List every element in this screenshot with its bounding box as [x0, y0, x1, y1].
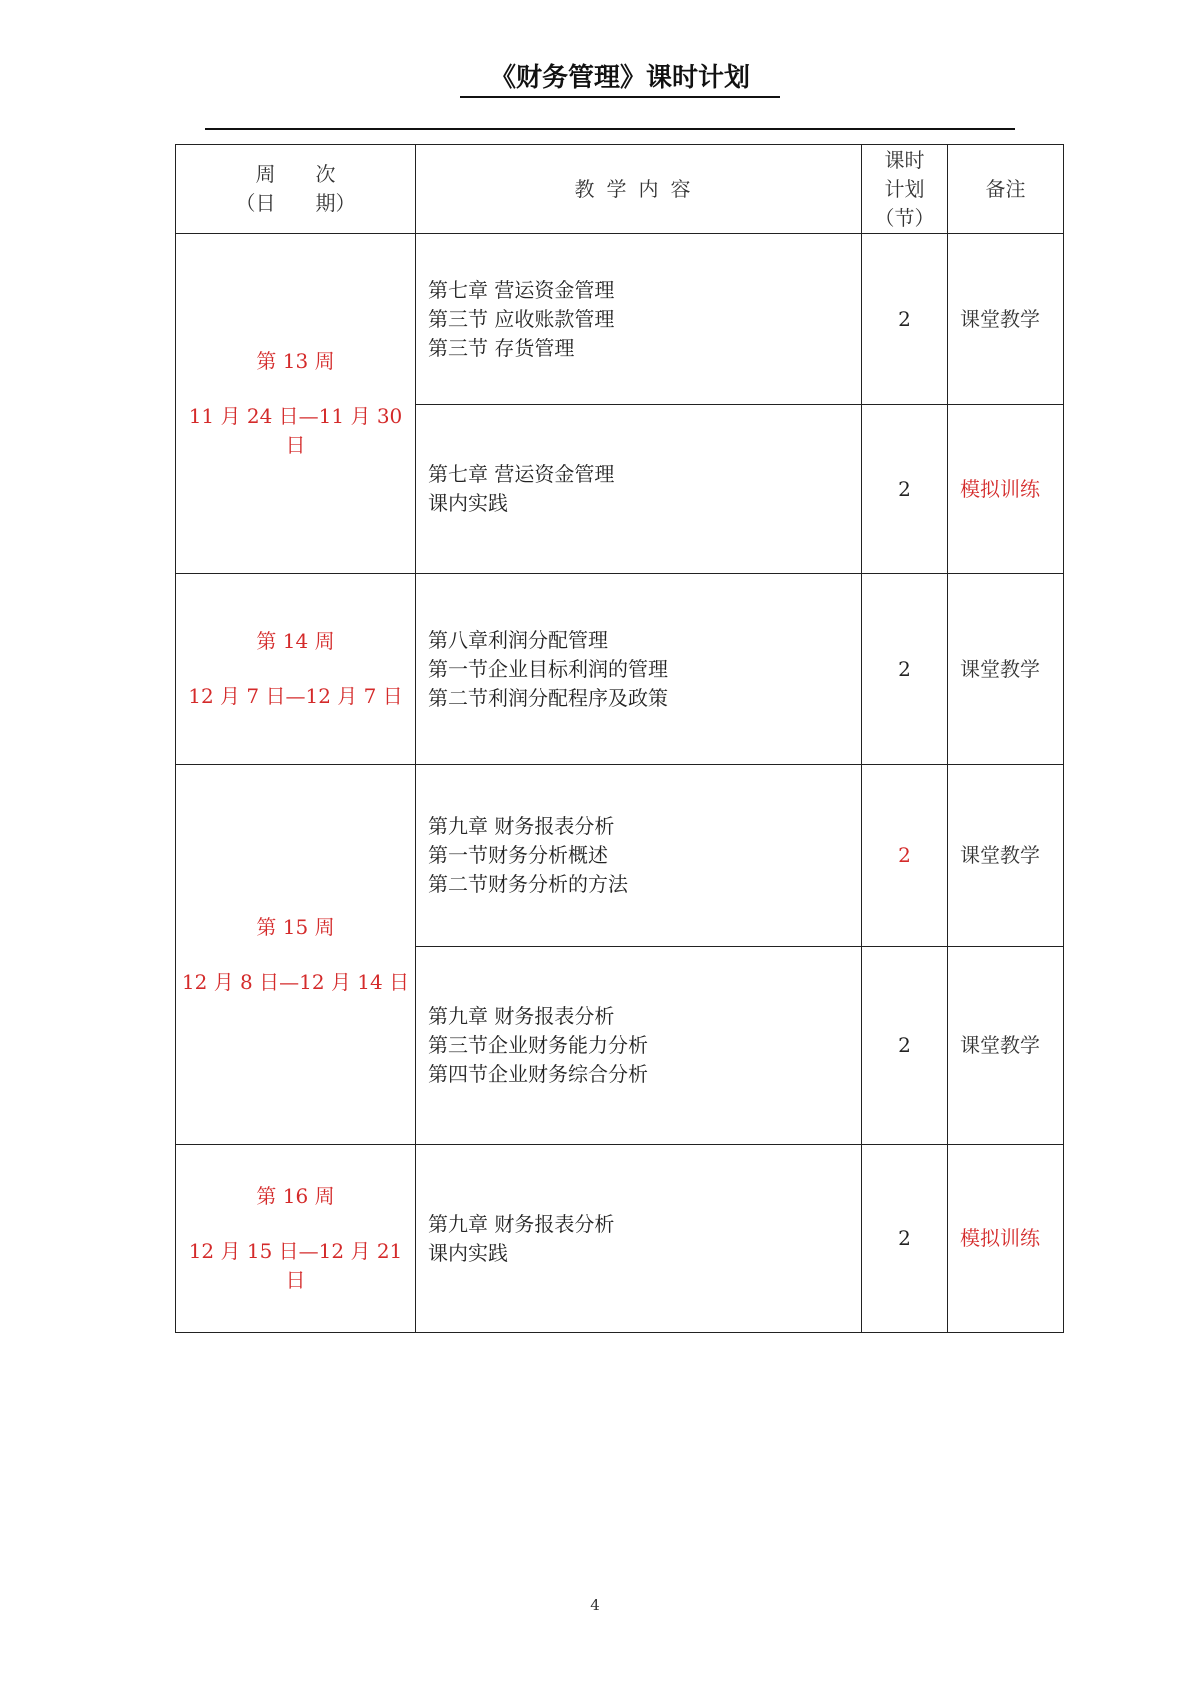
table-row: [176, 765, 1064, 947]
header-hours-line3: （节）: [874, 205, 935, 230]
content-line: 课内实践: [428, 491, 508, 515]
week-date-range: 12 月 15 日—12 月 21 日: [188, 1239, 403, 1292]
content-cell: [416, 947, 862, 1145]
week-cell: [176, 234, 416, 574]
week-date-range: 12 月 7 日—12 月 7 日: [188, 684, 403, 708]
content-line: 第八章利润分配管理: [428, 627, 608, 652]
page-number: 4: [590, 1596, 600, 1614]
hours-cell: 2: [862, 405, 948, 574]
hours-cell: 2: [862, 947, 948, 1145]
week-number: 第 13 周: [256, 349, 335, 373]
table-row: [176, 1145, 1064, 1333]
week-cell: [176, 765, 416, 1145]
content-line: 第二节利润分配程序及政策: [428, 685, 668, 710]
content-line: 第四节企业财务综合分析: [428, 1062, 648, 1086]
header-date-label: （日 期）: [235, 191, 356, 215]
table-row: [176, 234, 1064, 405]
header-week-label: 周 次: [255, 162, 336, 186]
content-cell: [416, 765, 862, 947]
content-line: 第九章 财务报表分析: [428, 1211, 615, 1236]
notes-cell: 模拟训练: [948, 1145, 1064, 1333]
week-number: 第 14 周: [256, 629, 335, 653]
hours-cell: 2: [862, 1145, 948, 1333]
content-line: 第三节 应收账款管理: [428, 306, 615, 331]
header-notes: 备注: [948, 145, 1064, 234]
header-week-date: [176, 145, 416, 234]
hours-cell: 2: [862, 574, 948, 765]
notes-cell: 课堂教学: [948, 234, 1064, 405]
header-content: 教学内容: [416, 145, 862, 234]
header-hours-line1: 课时: [884, 147, 925, 172]
content-line: 第七章 营运资金管理: [428, 462, 615, 486]
content-cell: [416, 574, 862, 765]
content-cell: [416, 234, 862, 405]
content-line: 第一节财务分析概述: [428, 843, 608, 867]
hours-cell: 2: [862, 234, 948, 405]
week-date-range: 12 月 8 日—12 月 14 日: [181, 969, 410, 994]
week-number: 第 15 周: [256, 914, 335, 939]
content-line: 第一节企业目标利润的管理: [428, 656, 668, 681]
hours-cell: 2: [862, 765, 948, 947]
content-line: 第二节财务分析的方法: [428, 872, 628, 896]
header-hours-line2: 计划: [884, 176, 925, 201]
content-line: 第七章 营运资金管理: [428, 277, 615, 302]
week-number: 第 16 周: [256, 1184, 335, 1208]
schedule-table: [175, 144, 1064, 1333]
content-line: 第九章 财务报表分析: [428, 814, 615, 838]
week-date-range: 11 月 24 日—11 月 30 日: [188, 404, 403, 457]
document-title: 《财务管理》课时计划: [489, 63, 750, 93]
content-line: 第三节企业财务能力分析: [428, 1033, 648, 1057]
notes-cell: 课堂教学: [948, 574, 1064, 765]
title-underline: [460, 96, 780, 98]
table-header-row: [176, 145, 1064, 234]
table-row: [176, 574, 1064, 765]
content-line: 课内实践: [428, 1240, 508, 1265]
notes-cell: 课堂教学: [948, 947, 1064, 1145]
content-cell: [416, 1145, 862, 1333]
week-cell: [176, 574, 416, 765]
header-hours: [862, 145, 948, 234]
content-line: 第三节 存货管理: [428, 335, 575, 360]
notes-cell: 课堂教学: [948, 765, 1064, 947]
week-cell: [176, 1145, 416, 1333]
header-rule: [205, 128, 1015, 130]
content-cell: [416, 405, 862, 574]
notes-cell: 模拟训练: [948, 405, 1064, 574]
content-line: 第九章 财务报表分析: [428, 1004, 615, 1028]
